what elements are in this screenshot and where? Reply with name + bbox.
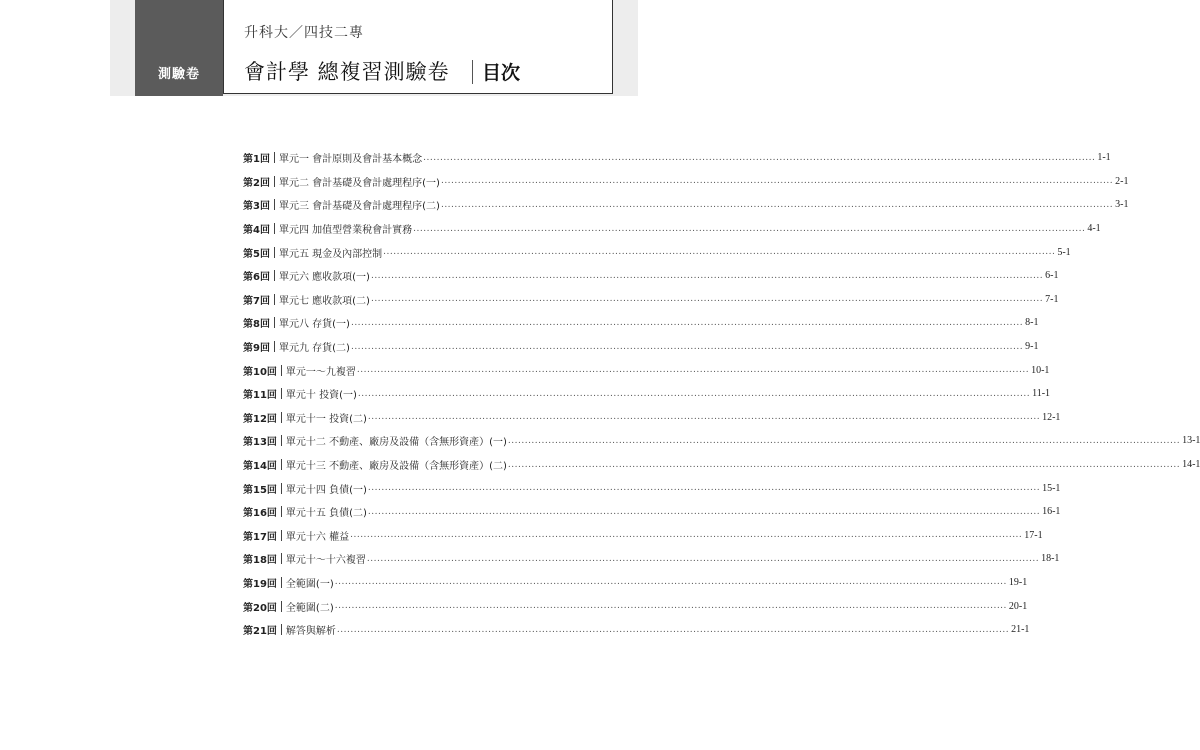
toc-entry-title: 單元三 會計基礎及會計處理程序(二) [278, 201, 440, 213]
toc-entry-page: 15-1 [1042, 482, 1061, 494]
toc-entry-divider [274, 152, 275, 163]
toc-entry-leader: ........................................................................................................................................................................................................ [383, 247, 1056, 258]
toc-entry-leader: ........................................................................................................................................................................................................ [357, 388, 1031, 399]
toc-entry-number: 第1回 [243, 154, 270, 166]
toc-entry[interactable] [243, 524, 1043, 548]
toc-entry-number: 第8回 [243, 319, 270, 331]
toc-entry-divider [274, 294, 275, 305]
toc-entry[interactable] [243, 594, 1028, 618]
page-title: 會計學 總複習測驗卷 [244, 60, 450, 84]
toc-entry-divider [281, 601, 282, 612]
toc-entry-number: 第3回 [243, 201, 270, 213]
toc-entry[interactable] [243, 406, 1061, 430]
toc-entry[interactable] [243, 571, 1028, 595]
toc-entry-title: 單元一 會計原則及會計基本概念 [278, 154, 423, 166]
toc-entry-leader: ........................................................................................................................................................................................................ [367, 506, 1041, 517]
toc-entry-number: 第13回 [243, 437, 277, 449]
toc-entry-page: 8-1 [1025, 317, 1039, 329]
toc-entry[interactable] [243, 547, 1060, 571]
toc-entry-divider [281, 459, 282, 470]
toc-entry-page: 18-1 [1041, 553, 1060, 565]
toc-entry[interactable] [243, 335, 1039, 359]
side-tab-label: 測驗卷 [157, 67, 200, 82]
table-of-contents [243, 146, 1200, 641]
toc-entry-page: 17-1 [1024, 529, 1043, 541]
toc-entry-number: 第11回 [243, 390, 277, 402]
toc-entry-page: 12-1 [1042, 411, 1061, 423]
toc-entry-number: 第6回 [243, 272, 270, 284]
toc-entry-page: 19-1 [1008, 576, 1028, 588]
toc-entry-page: 10-1 [1031, 364, 1050, 376]
toc-entry[interactable] [243, 170, 1129, 194]
toc-entry-number: 第14回 [243, 461, 277, 473]
toc-entry-divider [281, 530, 282, 541]
toc-entry-title: 解答與解析 [285, 626, 336, 638]
toc-entry[interactable] [243, 476, 1061, 500]
toc-entry-number: 第16回 [243, 508, 277, 520]
toc-entry-page: 14-1 [1182, 459, 1200, 471]
toc-entry-leader: ........................................................................................................................................................................................................ [334, 601, 1007, 612]
toc-entry-leader: ........................................................................................................................................................................................................ [356, 365, 1030, 376]
toc-entry-title: 全範圍(一) [285, 578, 334, 590]
toc-entry-title: 單元六 應收款項(一) [278, 272, 370, 284]
toc-entry-divider [281, 553, 282, 564]
toc-entry-leader: ........................................................................................................................................................................................................ [334, 577, 1007, 588]
toc-entry-page: 4-1 [1087, 223, 1101, 235]
toc-entry[interactable] [243, 288, 1059, 312]
toc-entry[interactable] [243, 193, 1129, 217]
toc-entry-leader: ........................................................................................................................................................................................................ [366, 553, 1040, 564]
toc-entry-page: 3-1 [1115, 199, 1129, 211]
toc-entry-title: 單元十一 投資(二) [285, 413, 367, 425]
toc-entry[interactable] [243, 500, 1061, 524]
toc-entry-title: 單元一～九複習 [285, 366, 356, 378]
toc-entry-page: 16-1 [1042, 506, 1061, 518]
toc-entry[interactable] [243, 146, 1111, 170]
toc-entry-page: 1-1 [1097, 152, 1111, 164]
toc-entry-title: 單元七 應收款項(二) [278, 295, 370, 307]
title-separator [472, 60, 473, 84]
toc-entry-leader: ........................................................................................................................................................................................................ [370, 294, 1044, 305]
toc-entry-leader: ........................................................................................................................................................................................................ [370, 270, 1044, 281]
toc-entry-page: 9-1 [1025, 341, 1039, 353]
toc-entry-divider [274, 247, 275, 258]
toc-entry-number: 第18回 [243, 555, 277, 567]
toc-entry-page: 21-1 [1011, 624, 1030, 636]
toc-entry-title: 單元十四 負債(一) [285, 484, 367, 496]
toc-entry-title: 單元四 加值型營業稅會計實務 [278, 225, 413, 237]
toc-entry-leader: ........................................................................................................................................................................................................ [336, 624, 1010, 635]
toc-entry-number: 第17回 [243, 531, 277, 543]
toc-entry-number: 第2回 [243, 177, 270, 189]
toc-entry-divider [281, 506, 282, 517]
toc-entry-page: 20-1 [1008, 600, 1028, 612]
toc-entry-number: 第15回 [243, 484, 277, 496]
toc-entry-leader: ........................................................................................................................................................................................................ [350, 317, 1024, 328]
toc-entry[interactable] [243, 264, 1059, 288]
toc-entry[interactable] [243, 311, 1039, 335]
toc-entry-number: 第19回 [243, 578, 277, 590]
toc-entry-leader: ........................................................................................................................................................................................................ [440, 176, 1114, 187]
toc-entry[interactable] [243, 429, 1200, 453]
toc-entry-leader: ........................................................................................................................................................................................................ [350, 530, 1023, 541]
toc-entry-divider [274, 341, 275, 352]
toc-entry-number: 第9回 [243, 343, 270, 355]
toc-entry-divider [281, 577, 282, 588]
toc-entry-number: 第10回 [243, 366, 277, 378]
toc-entry-leader: ........................................................................................................................................................................................................ [507, 435, 1181, 446]
toc-entry[interactable] [243, 382, 1051, 406]
toc-entry-divider [274, 223, 275, 234]
page-subtitle: 升科大／四技二專 [244, 25, 364, 41]
toc-entry-divider [281, 483, 282, 494]
toc-entry-page: 2-1 [1115, 175, 1129, 187]
toc-entry-number: 第20回 [243, 602, 277, 614]
toc-entry-page: 13-1 [1182, 435, 1200, 447]
toc-entry-title: 單元十三 不動產、廠房及設備（含無形資產）(二) [285, 461, 507, 473]
toc-entry-page: 7-1 [1045, 293, 1059, 305]
toc-entry-title: 單元二 會計基礎及會計處理程序(一) [278, 177, 440, 189]
toc-entry-number: 第5回 [243, 248, 270, 260]
toc-entry-leader: ........................................................................................................................................................................................................ [440, 199, 1114, 210]
toc-entry-divider [274, 199, 275, 210]
toc-entry-title: 單元八 存貨(一) [278, 319, 350, 331]
toc-entry-page: 11-1 [1032, 388, 1051, 400]
toc-entry-leader: ........................................................................................................................................................................................................ [367, 483, 1041, 494]
toc-entry-leader: ........................................................................................................................................................................................................ [423, 152, 1096, 163]
toc-entry-title: 單元十二 不動產、廠房及設備（含無形資產）(一) [285, 437, 507, 449]
toc-entry-number: 第21回 [243, 626, 277, 638]
toc-entry-title: 單元十五 負債(二) [285, 508, 367, 520]
toc-entry-page: 5-1 [1057, 246, 1071, 258]
toc-entry-title: 單元十～十六複習 [285, 555, 366, 567]
toc-entry-title: 全範圍(二) [285, 602, 334, 614]
toc-entry-title: 單元十六 權益 [285, 531, 350, 543]
toc-entry-page: 6-1 [1045, 270, 1059, 282]
toc-entry-leader: ........................................................................................................................................................................................................ [507, 459, 1181, 470]
toc-entry-title: 單元五 現金及內部控制 [278, 248, 383, 260]
toc-entry-title: 單元九 存貨(二) [278, 343, 350, 355]
toc-entry-number: 第4回 [243, 225, 270, 237]
toc-entry-divider [274, 317, 275, 328]
toc-entry-divider [274, 270, 275, 281]
toc-entry-number: 第7回 [243, 295, 270, 307]
toc-entry[interactable] [243, 453, 1200, 477]
toc-heading: 目次 [482, 62, 521, 84]
toc-entry[interactable] [243, 240, 1071, 264]
toc-entry-leader: ........................................................................................................................................................................................................ [413, 223, 1086, 234]
toc-entry-leader: ........................................................................................................................................................................................................ [367, 412, 1041, 423]
toc-entry-divider [274, 176, 275, 187]
toc-entry-divider [281, 365, 282, 376]
title-box [223, 0, 613, 94]
toc-entry-number: 第12回 [243, 413, 277, 425]
toc-entry-leader: ........................................................................................................................................................................................................ [350, 341, 1024, 352]
toc-entry-divider [281, 388, 282, 399]
toc-entry-title: 單元十 投資(一) [285, 390, 357, 402]
toc-entry[interactable] [243, 217, 1101, 241]
toc-entry-divider [281, 412, 282, 423]
toc-entry[interactable] [243, 358, 1050, 382]
toc-entry[interactable] [243, 618, 1030, 642]
toc-entry-divider [281, 624, 282, 635]
toc-entry-divider [281, 435, 282, 446]
side-tab [135, 0, 223, 96]
